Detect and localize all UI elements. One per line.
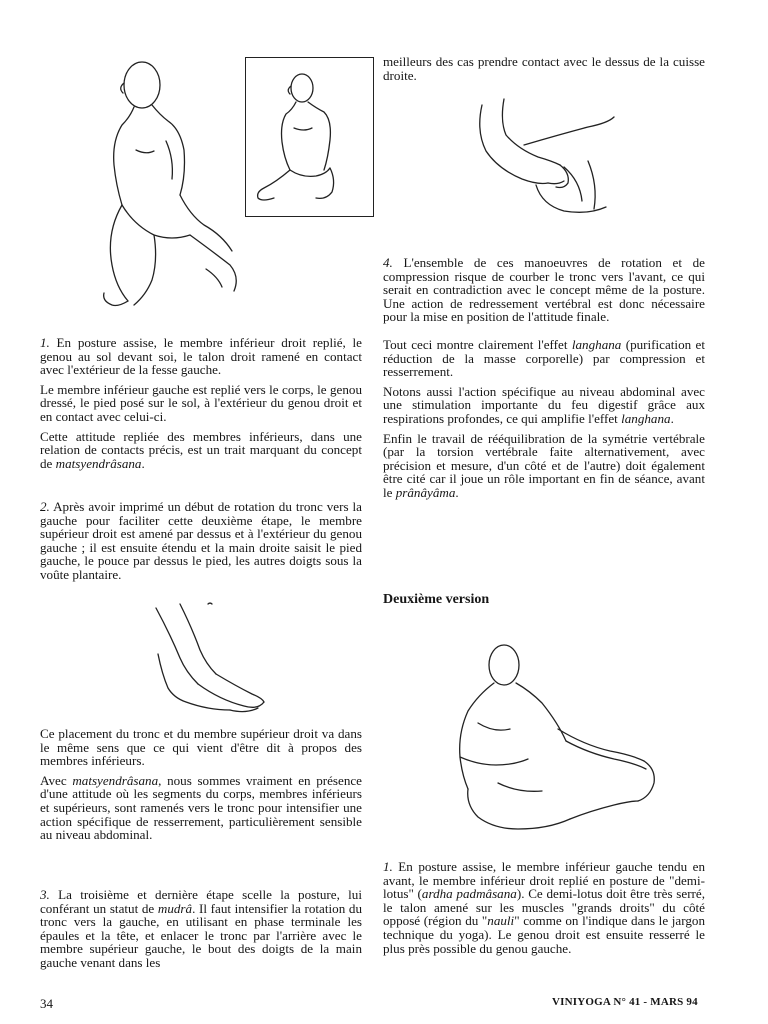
right-column-middle xyxy=(383,256,705,506)
paragraph: 1. En posture assise, le membre inférieur droit replié, le genou au sol devant soi, le talon droit ramené en contact avec l'extérieur de la fesse gauche. xyxy=(40,335,362,378)
step-number: 1. xyxy=(383,859,393,874)
paragraph: meilleurs des cas prendre contact avec le dessus de la cuisse droite. xyxy=(383,54,705,83)
right-column-top xyxy=(383,55,705,88)
paragraph: Notons aussi l'action spécifique au niveau abdominal avec une stimulation importante du feu digestif grâce aux respirations profondes, ce qui amplifie l'effet langhana. xyxy=(383,383,705,426)
figure-seated-twist-pose xyxy=(94,55,244,315)
step-number: 1. xyxy=(40,335,50,350)
paragraph: Cette attitude repliée des membres inférieurs, dans une relation de contacts précis, est un trait marquant du concept de matsyendrâsana. xyxy=(40,428,362,471)
paragraph: 1. En posture assise, le membre inférieur gauche tendu en avant, le membre inférieur droit replié en posture de "demi-lotus" (ardha padmâsana). Ce demi-lotus doit être très serré, le talon amené sur les muscles "grands droits" du côté opposé (région du "nauli" comme on l'indique dans le jargon technique du yoga). Le genou droit est ensuite resserré le plus près possible du genou gauche. xyxy=(383,859,706,956)
left-column-top xyxy=(40,336,362,476)
paragraph: 3. La troisième et dernière étape scelle la posture, lui conférant un statut de mudrâ. Il faut intensifier la rotation du tronc vers la gauche, en utilisant en phase terminale les épaules et la tête, et enlacer le tronc par l'arrière avec le membre supérieur gauche, le bout des doigts de la main gauche venant dans les xyxy=(40,887,362,970)
step-number: 3. xyxy=(40,887,50,902)
section-heading: Deuxième version xyxy=(383,592,490,607)
paragraph: Enfin le travail de rééquilibration de la symétrie vertébrale (par la torsion vertébrale faite alternativement, avec précision et mesure, d'un côté et de l'autre) doit également être cité car il joue un rôle important en fin de séance, avant le prânâyâma. xyxy=(383,430,705,500)
step-number: 4. xyxy=(383,255,393,270)
figure-hand-grasping-foot xyxy=(140,598,270,723)
page-number: 34 xyxy=(40,996,53,1011)
left-column-step2 xyxy=(40,500,362,588)
paragraph: Ce placement du tronc et du membre supérieur droit va dans le même sens que ce qui vient d'être dit à propos des membres inférieurs. xyxy=(40,726,362,769)
step-number: 2. xyxy=(40,499,50,514)
figure-demi-lotus-pose xyxy=(438,633,670,838)
journal-issue: VINIYOGA N° 41 - MARS 94 xyxy=(552,996,698,1008)
figure-inset-back-view xyxy=(245,57,374,217)
paragraph: Tout ceci montre clairement l'effet langhana (purification et réduction de la masse corporelle) par compression et resserrement. xyxy=(383,336,705,380)
right-column-bottom xyxy=(383,860,705,961)
figure-hand-thigh-detail xyxy=(468,95,618,235)
paragraph: Le membre inférieur gauche est replié vers le corps, le genou dressé, le pied posé sur le sol, à l'extérieur du genou droit et en contact avec celui-ci. xyxy=(40,381,362,424)
left-column-step3 xyxy=(40,888,362,976)
paragraph: 2. Après avoir imprimé un début de rotation du tronc vers la gauche pour faciliter cette deuxième étape, le membre supérieur droit est amené par dessus et à l'extérieur du genou gauche ; il est ensuite étendu et la main droite saisit le pied gauche, le pouce par dessus le pied, les autres doigts sous la voûte plantaire. xyxy=(40,499,362,582)
paragraph: 4. L'ensemble de ces manoeuvres de rotation et de compression risque de courber le tronc vers l'avant, ce qui serait en contradiction avec le concept même de la posture. Une action de redressement vertébral est donc nécessaire pour la mise en position de l'attitude finale. xyxy=(383,255,705,325)
paragraph: Avec matsyendrâsana, nous sommes vraiment en présence d'une attitude où les segments du corps, membres inférieurs et supérieurs, sont ramenés vers le tronc pour intensifier une action spécifique de resserrement, particulièrement sensible au niveau abdominal. xyxy=(40,772,362,843)
left-column-bottom xyxy=(40,727,362,848)
